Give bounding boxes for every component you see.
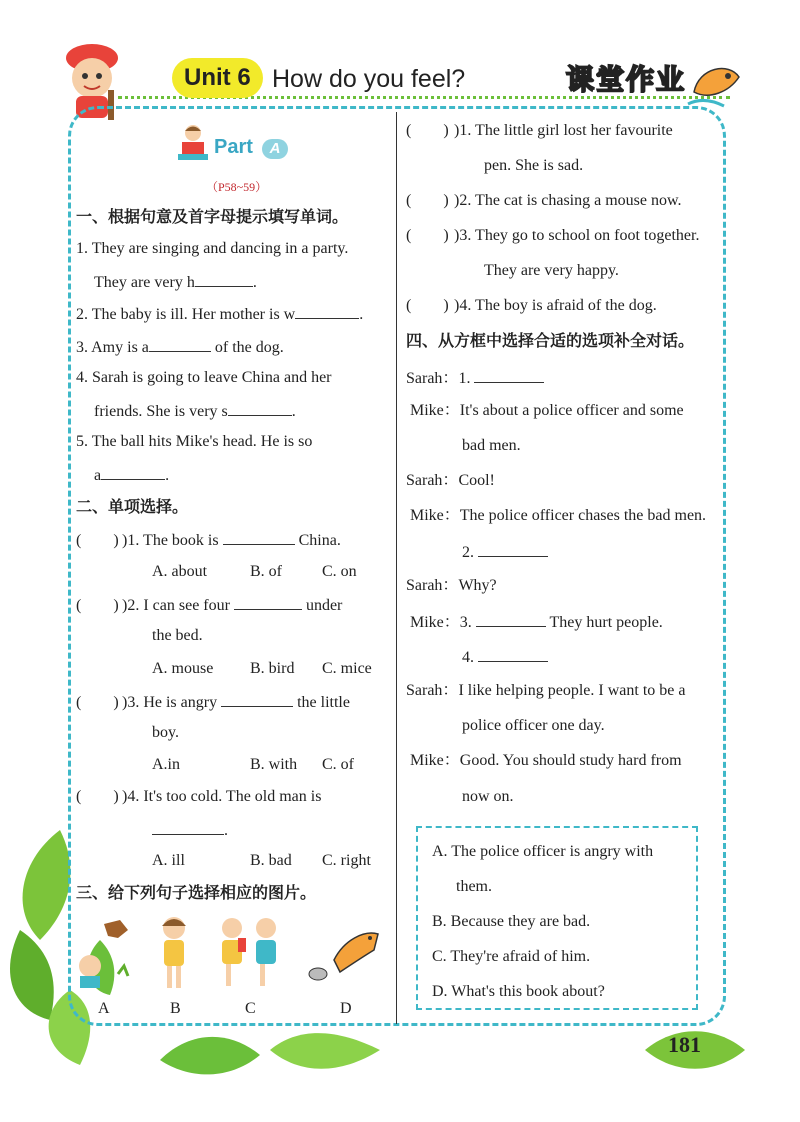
s2-q1: ( ) )1. The book is China. — [76, 528, 341, 552]
dialogue-line-3: Sarah：Cool! — [406, 472, 495, 489]
s3-item-1: ( ) )1. The little girl lost her favourite — [406, 122, 673, 139]
dialogue-line-4: Mike：The police officer chases the bad men. — [410, 507, 707, 524]
s2-q2-opt-b: B. bird — [250, 660, 295, 677]
s2-q4-opt-a: A. ill — [152, 852, 185, 869]
unit-label: Unit 6 — [172, 58, 263, 98]
dialogue-line-8-cont: now on. — [462, 788, 514, 805]
option-b: B. Because they are bad. — [432, 913, 591, 930]
s3-item-3: ( ) )3. They go to school on foot together. — [406, 227, 700, 244]
dialogue-line-6-blank: 4. — [462, 645, 548, 669]
picture-d-cat-mouse — [304, 920, 384, 990]
dialogue-line-2-cont: bad men. — [462, 437, 521, 454]
dialogue-line-8: Mike：Good. You should study hard from — [410, 752, 682, 769]
s2-q3: ( ) )3. He is angry the little — [76, 690, 350, 714]
s2-q2: ( ) )2. I can see four under — [76, 593, 342, 617]
s2-q1-opt-b: B. of — [250, 563, 282, 580]
s2-q3-opt-c: C. of — [322, 756, 354, 773]
picture-caption-a: A — [98, 1000, 110, 1017]
option-a-cont: them. — [456, 878, 492, 895]
brand-title: 课堂作业 — [566, 63, 687, 96]
dialogue-line-5: Sarah：Why? — [406, 577, 497, 594]
picture-caption-d: D — [340, 1000, 352, 1017]
page-reference: （P58~59） — [206, 180, 268, 194]
dialogue-line-4-blank: 2. — [462, 540, 548, 564]
s1-q4-line2: friends. She is very s . — [94, 399, 296, 423]
picture-caption-b: B — [170, 1000, 181, 1017]
s1-q3: 3. Amy is a of the dog. — [76, 335, 284, 359]
s2-q1-opt-c: C. on — [322, 563, 357, 580]
leaf-decoration-bottom — [150, 1020, 400, 1090]
option-d: D. What's this book about? — [432, 983, 605, 1000]
s3-item-4: ( ) )4. The boy is afraid of the dog. — [406, 297, 657, 314]
dialogue-line-1: Sarah：1. — [406, 366, 544, 390]
section3-heading: 三、给下列句子选择相应的图片。 — [76, 883, 317, 902]
s2-q4-opt-b: B. bad — [250, 852, 292, 869]
picture-caption-c: C — [245, 1000, 256, 1017]
s3-item-2: ( ) )2. The cat is chasing a mouse now. — [406, 192, 682, 209]
s1-q5-line1: 5. The ball hits Mike's head. He is so — [76, 433, 313, 450]
column-divider — [396, 112, 397, 1024]
s1-q2: 2. The baby is ill. Her mother is w . — [76, 302, 363, 326]
part-label: Part — [214, 136, 253, 158]
s2-q4-opt-c: C. right — [322, 852, 371, 869]
picture-a-boy-dog — [74, 916, 136, 990]
dialogue-line-2: Mike：It's about a police officer and some — [410, 402, 684, 419]
section1-heading: 一、根据句意及首字母提示填写单词。 — [76, 207, 349, 226]
s2-q2-opt-a: A. mouse — [152, 660, 214, 677]
section4-heading: 四、从方框中选择合适的选项补全对话。 — [406, 331, 695, 350]
s2-q3-cont: boy. — [152, 724, 179, 741]
unit-title: How do you feel? — [272, 65, 466, 93]
s2-q3-opt-b: B. with — [250, 756, 298, 773]
dialogue-line-6: Mike：3. They hurt people. — [410, 610, 663, 634]
dialogue-line-7-cont: police officer one day. — [462, 717, 605, 734]
s1-q1-line1: 1. They are singing and dancing in a party. — [76, 240, 349, 257]
page-number: 181 — [668, 1032, 701, 1057]
s2-q4-blank: . — [152, 818, 228, 842]
fish-mascot-icon — [684, 52, 744, 112]
part-letter: A — [262, 139, 288, 159]
s2-q2-opt-c: C. mice — [322, 660, 372, 677]
picture-b-sad-girl — [152, 914, 196, 994]
dialogue-line-7: Sarah：I like helping people. I want to be a — [406, 682, 686, 699]
option-a: A. The police officer is angry with — [432, 843, 654, 860]
s1-q1-line2: They are very h . — [94, 270, 257, 294]
option-c: C. They're afraid of him. — [432, 948, 591, 965]
s2-q4: ( ) )4. It's too cold. The old man is — [76, 788, 322, 805]
s2-q1-opt-a: A. about — [152, 563, 208, 580]
s3-item-3-cont: They are very happy. — [484, 262, 619, 279]
s1-q5-line2: a . — [94, 463, 169, 487]
s2-q2-cont: the bed. — [152, 627, 203, 644]
s1-q4-line1: 4. Sarah is going to leave China and her — [76, 369, 332, 386]
reading-girl-icon — [174, 122, 212, 164]
s3-item-1-cont: pen. She is sad. — [484, 157, 584, 174]
section2-heading: 二、单项选择。 — [76, 497, 189, 516]
s2-q3-opt-a: A.in — [152, 756, 180, 773]
picture-c-two-girls — [212, 914, 288, 994]
